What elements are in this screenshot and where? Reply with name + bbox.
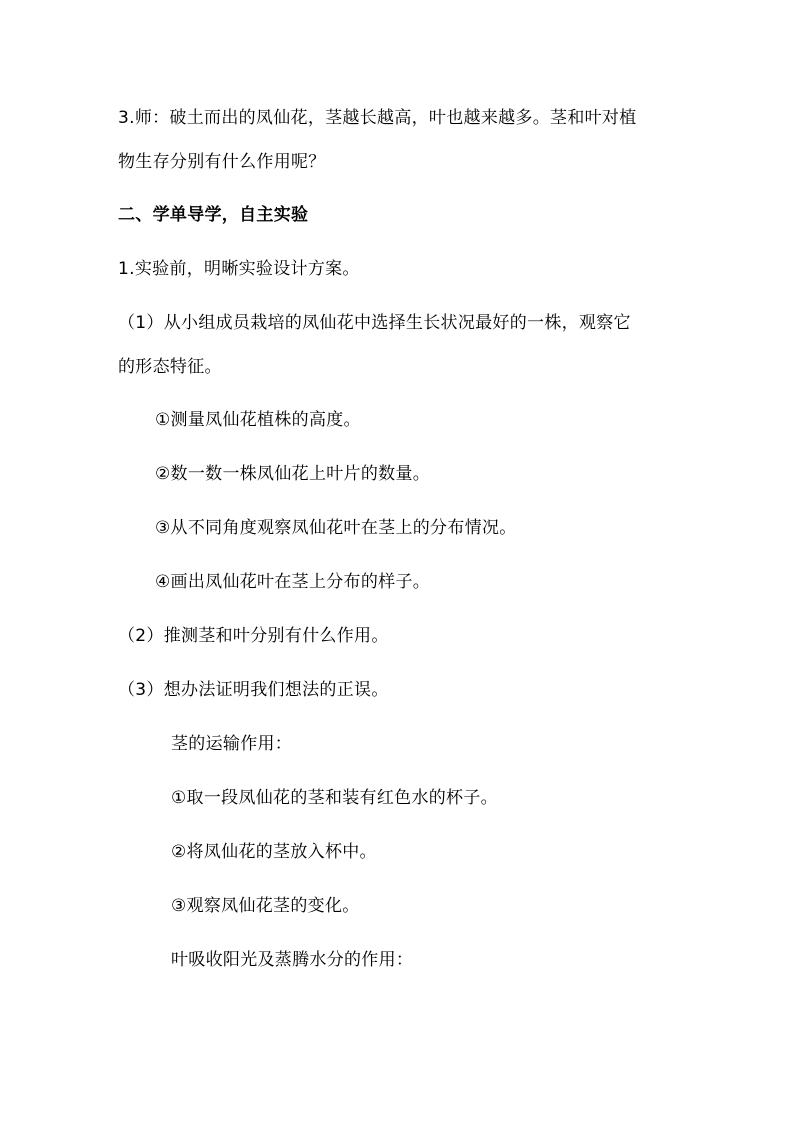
section-heading: 二、学单导学，自主实验 [118,205,309,225]
item-1-line1: （1）从小组成员栽培的凤仙花中选择生长状况最好的一株，观察它 [118,313,631,333]
step-1-text: 1.实验前，明晰实验设计方案。 [118,259,360,279]
observation-3: ③从不同角度观察凤仙花叶在茎上的分布情况。 [155,518,517,538]
item-2-text: （2）推测茎和叶分别有什么作用。 [118,626,389,646]
stem-transport-title: 茎的运输作用： [171,734,293,754]
stem-step-1: ①取一段凤仙花的茎和装有红色水的杯子。 [171,788,498,808]
observation-1: ①测量凤仙花植株的高度。 [155,410,361,430]
observation-2: ②数一数一株凤仙花上叶片的数量。 [155,464,431,484]
item-1-line2: 的形态特征。 [118,357,222,377]
item-3-text: （3）想办法证明我们想法的正误。 [118,680,389,700]
paragraph-teacher-question-line2: 物生存分别有什么作用呢？ [118,152,326,172]
observation-4: ④画出凤仙花叶在茎上分布的样子。 [155,572,431,592]
paragraph-teacher-question-line1: 3.师：破土而出的凤仙花，茎越长越高，叶也越来越多。茎和叶对植 [118,108,637,128]
stem-step-3: ③观察凤仙花茎的变化。 [171,896,360,916]
leaf-function-title: 叶吸收阳光及蒸腾水分的作用： [171,950,414,970]
stem-step-2: ②将凤仙花的茎放入杯中。 [171,842,377,862]
